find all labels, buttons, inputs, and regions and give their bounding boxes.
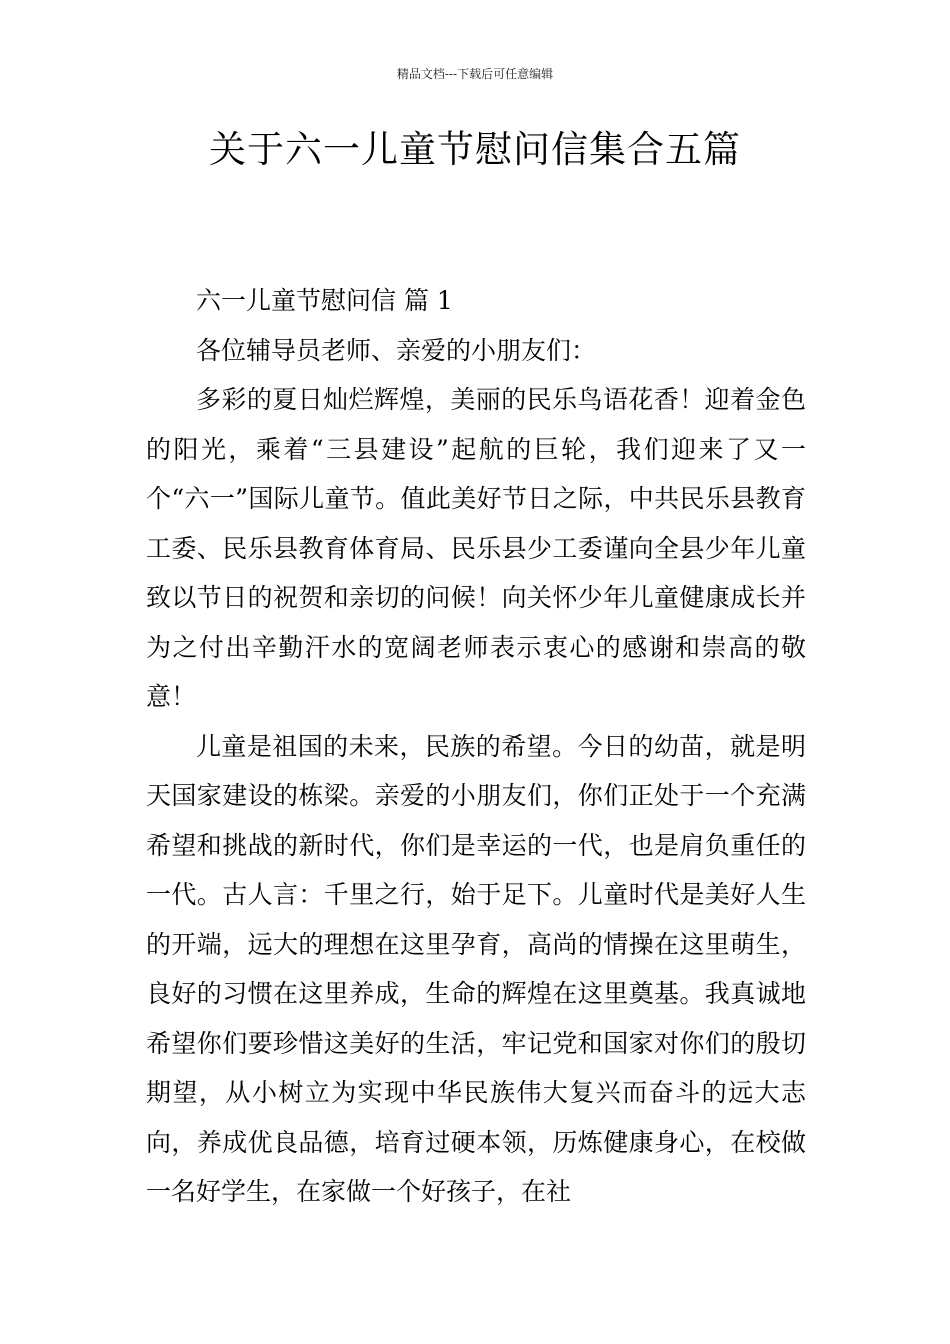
paragraph: 多彩的夏日灿烂辉煌，美丽的民乐鸟语花香！迎着金色的阳光，乘着“三县建设”起航的巨轮，我们迎来了又一个“六一”国际儿童节。值此美好节日之际，中共民乐县教育工委、民乐县教育体育局、民乐县少工委谨向全县少年儿童致以节日的祝贺和亲切的问候！向关怀少年儿童健康成长并为之付出辛勤汗水的宽阔老师表示衷心的感谢和崇高的敬意！ [146, 385, 806, 711]
greeting: 各位辅导员老师、亲爱的小朋友们： [196, 335, 597, 365]
document-title: 关于六一儿童节慰问信集合五篇 [209, 128, 741, 171]
section-heading: 六一儿童节慰问信 篇 1 [196, 286, 453, 315]
paragraph: 儿童是祖国的未来，民族的希望。今日的幼苗，就是明天国家建设的栋梁。亲爱的小朋友们，你们正处于一个充满希望和挑战的新时代，你们是幸运的一代，也是肩负重任的一代。古人言：千里之行，始于足下。儿童时代是美好人生的开端，远大的理想在这里孕育，高尚的情操在这里萌生，良好的习惯在这里养成，生命的辉煌在这里奠基。我真诚地希望你们要珍惜这美好的生活，牢记党和国家对你们的殷切期望，从小树立为实现中华民族伟大复兴而奋斗的远大志向，养成优良品德，培育过硬本领，历炼健康身心，在校做一名好学生，在家做一个好孩子，在社 [146, 731, 806, 1206]
document-body [146, 276, 806, 1217]
header-note: 精品文档---下载后可任意编辑 [396, 67, 554, 81]
